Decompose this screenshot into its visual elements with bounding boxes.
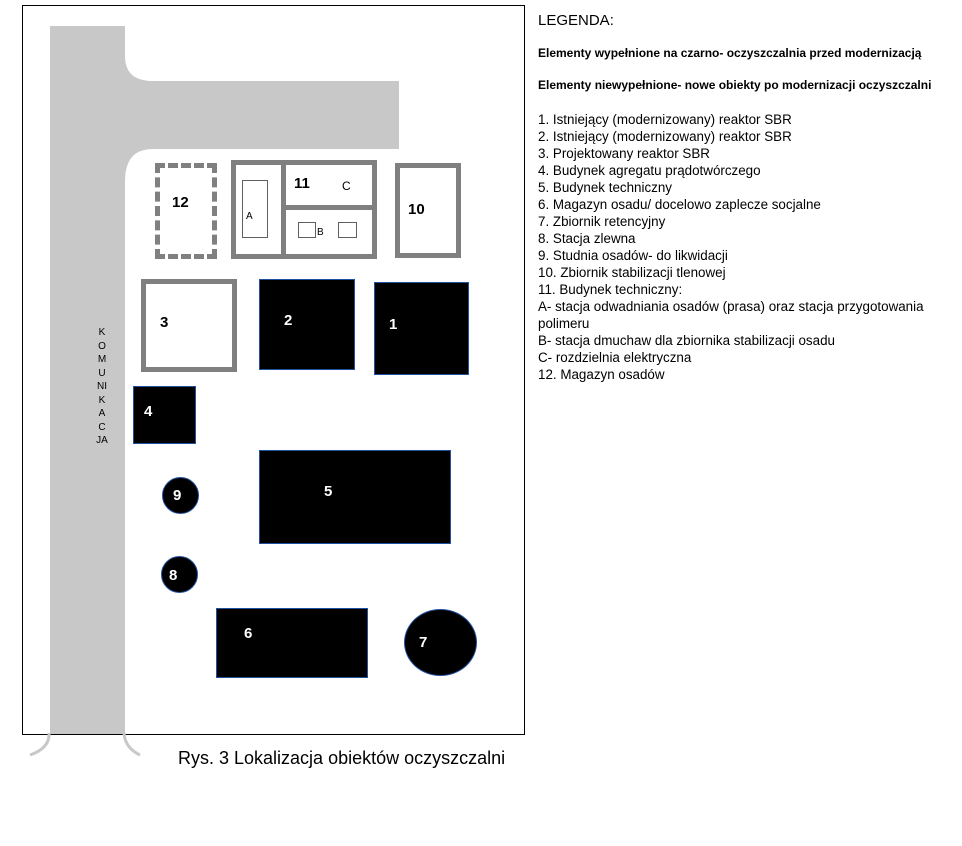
road-label: KOMUNIKACJA — [96, 327, 108, 446]
object-3-planned-sbr — [141, 279, 237, 372]
object-4-generator-building — [133, 386, 196, 444]
object-4-label: 4 — [144, 403, 153, 420]
legend-item: 10. Zbiornik stabilizacji tlenowej — [538, 265, 726, 280]
legend-item: 7. Zbiornik retencyjny — [538, 214, 666, 229]
object-9-sludge-well — [162, 477, 199, 514]
legend-note-existing: Elementy wypełnione na czarno- oczyszczalnia przed modernizacją — [538, 46, 922, 60]
legend-item: B- stacja dmuchaw dla zbiornika stabilizacji osadu — [538, 333, 835, 348]
legend — [538, 12, 938, 383]
horizontal-road — [125, 26, 399, 181]
object-1-existing-sbr — [374, 282, 469, 375]
legend-item: 11. Budynek techniczny: — [538, 282, 683, 297]
figure-caption: Rys. 3 Lokalizacja obiektów oczyszczalni — [178, 748, 506, 768]
object-10-label: 10 — [408, 201, 425, 218]
legend-note-new: Elementy niewypełnione- nowe obiekty po modernizacji oczyszczalni — [538, 78, 932, 92]
object-6-label: 6 — [244, 625, 253, 642]
room-B-label: B — [317, 227, 324, 238]
legend-item: 2. Istniejący (modernizowany) reaktor SBR — [538, 129, 792, 144]
vertical-road — [50, 26, 125, 734]
object-12-label: 12 — [172, 194, 189, 211]
object-11-technical-building — [231, 160, 377, 259]
legend-item: 6. Magazyn osadu/ docelowo zaplecze socjalne — [538, 197, 821, 212]
object-3-label: 3 — [160, 314, 169, 331]
object-10-stabilization-tank — [395, 163, 461, 258]
legend-item: 12. Magazyn osadów — [538, 367, 665, 382]
object-8-label: 8 — [169, 567, 178, 584]
object-9-label: 9 — [173, 487, 182, 504]
legend-item: A- stacja odwadniania osadów (prasa) oraz stacja przygotowania polimeru — [538, 299, 924, 331]
object-8-drainage-station — [161, 556, 198, 593]
object-6-sludge-warehouse — [216, 608, 368, 678]
road-exit-lines — [22, 733, 152, 763]
object-5-label: 5 — [324, 483, 333, 500]
legend-item: C- rozdzielnia elektryczna — [538, 350, 692, 365]
object-5-technical-building — [259, 450, 451, 544]
legend-item: 9. Studnia osadów- do likwidacji — [538, 248, 728, 263]
legend-list — [538, 111, 938, 383]
site-plan — [22, 5, 525, 735]
room-B-blower-box-1 — [298, 222, 316, 238]
object-7-retention-tank — [404, 609, 477, 676]
room-B-blower-box-2 — [338, 222, 357, 238]
object-12-sludge-storage — [155, 163, 217, 259]
object-7-label: 7 — [419, 634, 428, 651]
room-A-label: A — [246, 211, 253, 222]
legend-item: 5. Budynek techniczny — [538, 180, 672, 195]
object-2-existing-sbr — [259, 279, 355, 370]
object-2-label: 2 — [284, 312, 293, 329]
room-A-press-station — [242, 180, 268, 238]
object-11-label: 11 — [294, 175, 310, 192]
legend-item: 1. Istniejący (modernizowany) reaktor SBR — [538, 112, 792, 127]
legend-item: 4. Budynek agregatu prądotwórczego — [538, 163, 761, 178]
legend-item: 3. Projektowany reaktor SBR — [538, 146, 710, 161]
legend-item: 8. Stacja zlewna — [538, 231, 636, 246]
legend-title: LEGENDA: — [538, 12, 614, 29]
room-C-label: C — [342, 179, 351, 193]
object-1-label: 1 — [389, 316, 398, 333]
